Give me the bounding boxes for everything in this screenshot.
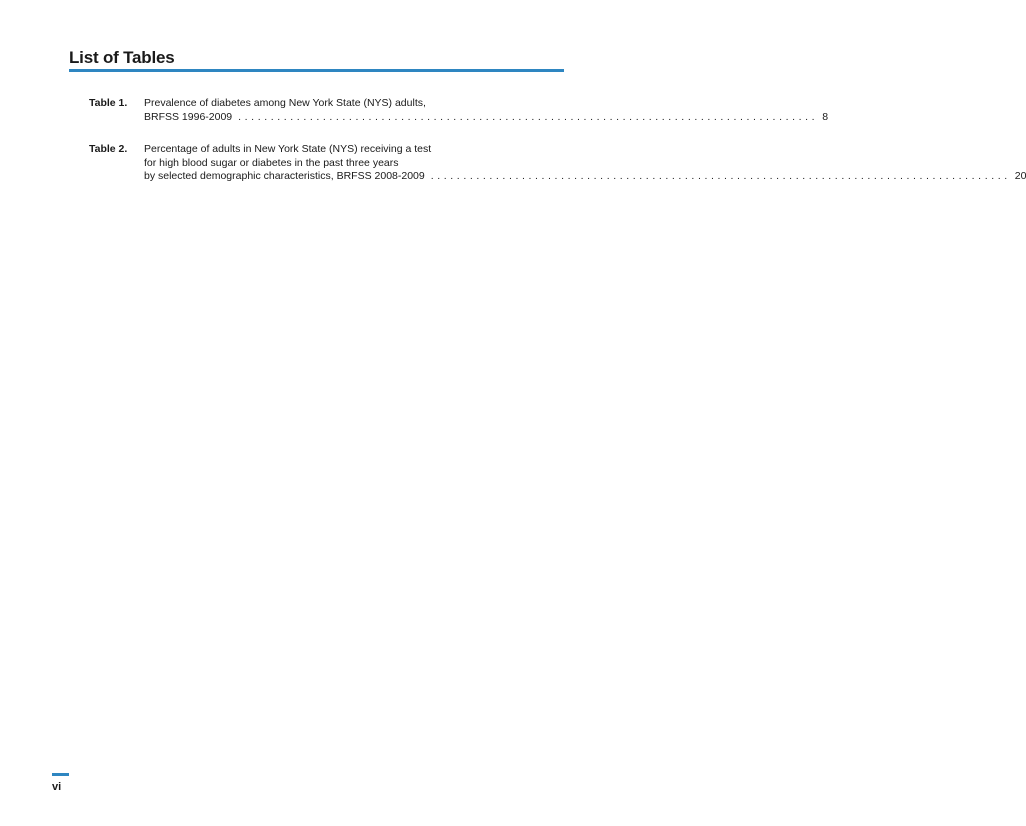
dot-leader: ......................................................................................... <box>238 110 819 123</box>
toc-entry-line: by selected demographic characteristics, BRFSS 2008-2009 <box>144 170 425 182</box>
toc-entry-label: Table 2. <box>89 143 128 155</box>
title-rule <box>69 69 564 72</box>
toc-entry-last-line <box>144 110 829 125</box>
toc-entry-page-number: 20 <box>1014 170 1026 182</box>
toc-entry-line: for high blood sugar or diabetes in the past three years <box>144 156 399 169</box>
toc-entry-line: BRFSS 1996-2009 <box>144 110 233 123</box>
dot-leader: ......................................................................................... <box>430 170 1011 182</box>
toc-entry-page-number: 8 <box>822 110 829 123</box>
page-title: List of Tables <box>69 48 175 67</box>
toc-entry-line: Percentage of adults in New York State (NYS) receiving a test <box>144 143 432 155</box>
footer-rule <box>52 773 69 776</box>
toc-entry-table-1[interactable] <box>89 97 829 125</box>
footer-page-number: vi <box>52 781 62 793</box>
toc-entry-last-line <box>144 170 1026 184</box>
toc-entry-text <box>144 97 829 124</box>
toc-entry-text <box>144 143 1026 184</box>
toc-entry-label: Table 1. <box>89 97 128 109</box>
toc-entry-table-2[interactable] <box>89 143 1026 185</box>
toc-entry-line: Prevalence of diabetes among New York State (NYS) adults, <box>144 97 426 109</box>
